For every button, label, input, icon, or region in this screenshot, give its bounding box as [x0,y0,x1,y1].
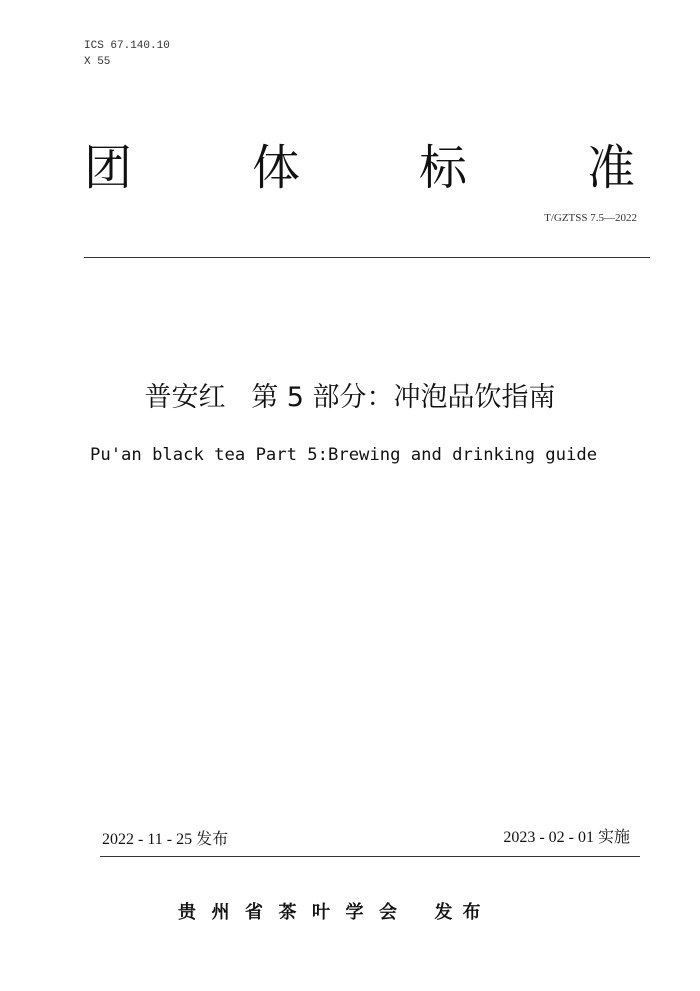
publisher-line [178,900,491,926]
header-divider [84,257,650,258]
classification-codes [84,38,170,70]
publisher-organization: 贵州省茶叶学会 [178,902,413,923]
footer-divider [100,856,640,857]
publisher-action: 发布 [434,902,491,923]
standard-number: T/GZTSS 7.5—2022 [544,212,637,224]
standard-type-char-1: 团 [84,140,133,196]
document-title-english: Pu'an black tea Part 5:Brewing and drinking guide [90,445,598,465]
implementation-date: 2023 - 02 - 01 实施 [503,829,630,846]
publish-date: 2022 - 11 - 25 发布 [102,831,229,848]
standard-type-char-2: 体 [252,140,301,196]
standard-type-char-4: 准 [587,140,636,196]
document-title-chinese: 普安红 第 5 部分：冲泡品饮指南 [144,382,556,413]
ics-code: ICS 67.140.10 [84,40,170,52]
standard-type-char-3: 标 [419,140,468,196]
standard-type-heading [84,136,636,200]
ccs-code: X 55 [84,56,111,68]
